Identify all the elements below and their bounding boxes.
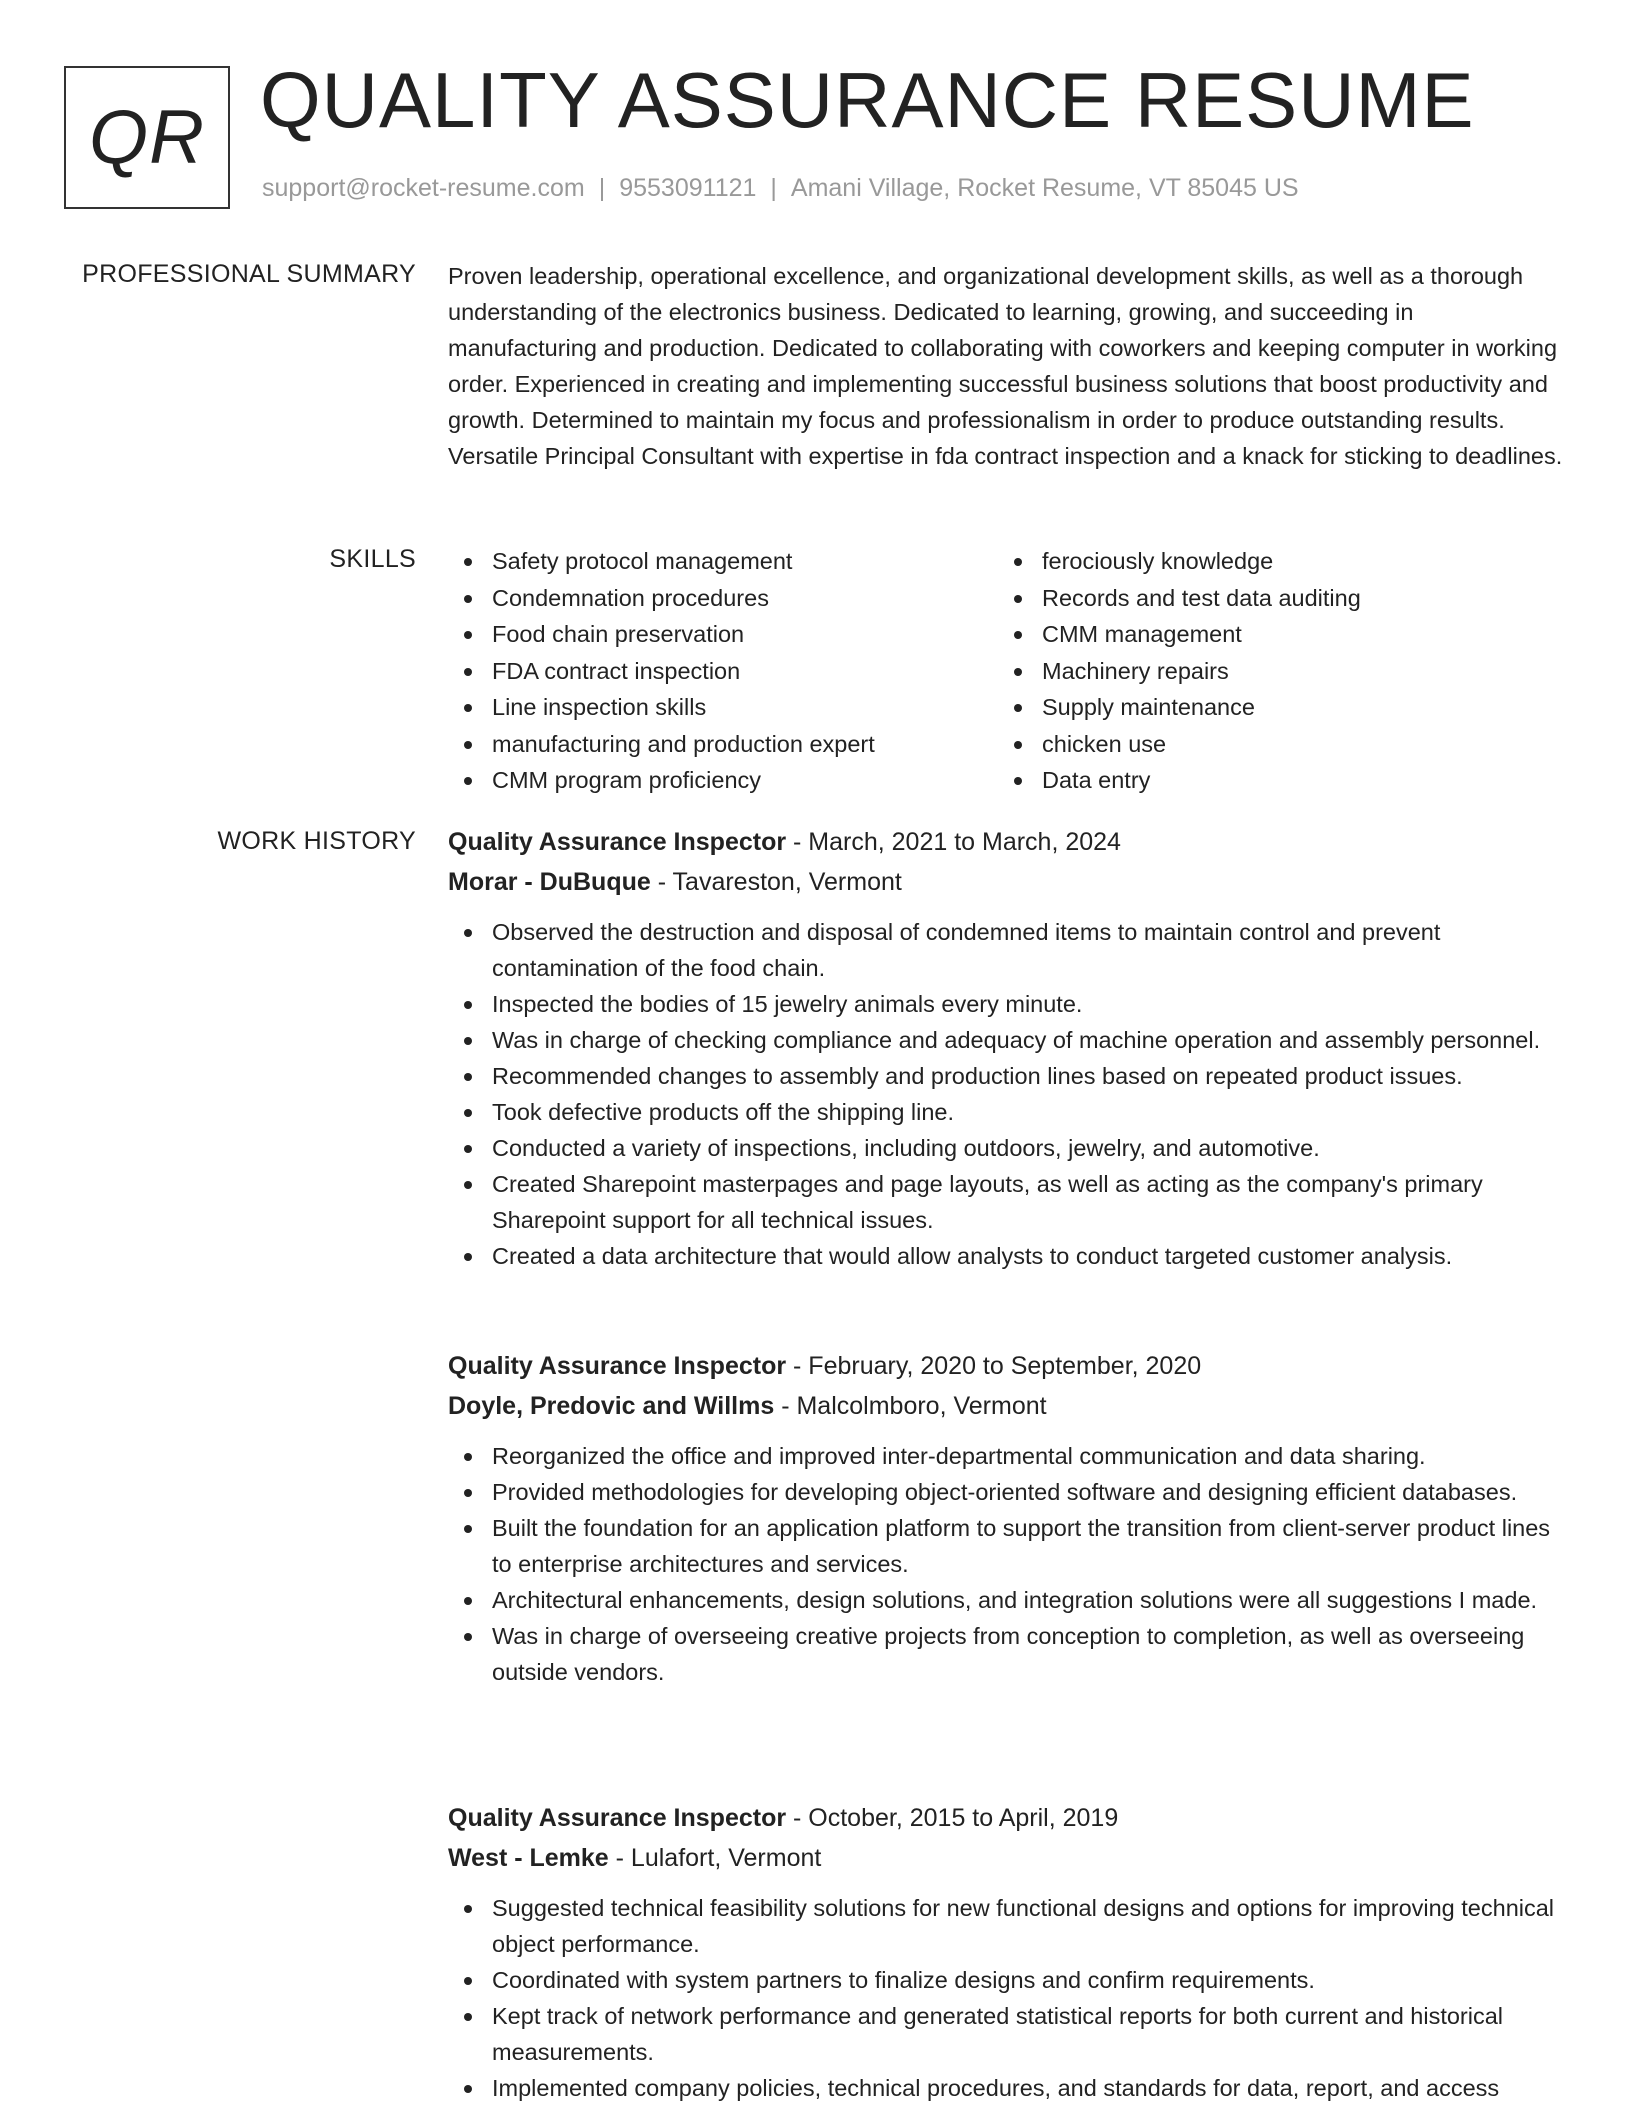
job-bullet: Recommended changes to assembly and production lines based on repeated product issues.: [448, 1058, 1566, 1094]
skill-item: FDA contract inspection: [448, 653, 998, 690]
section-label-skills: SKILLS: [329, 545, 416, 573]
skills-list-left: [448, 543, 998, 799]
job-entry: [448, 822, 1566, 1274]
job-location: - Tavareston, Vermont: [650, 868, 902, 896]
skill-item: Supply maintenance: [998, 689, 1548, 726]
skill-item: Condemnation procedures: [448, 580, 998, 617]
skills-section: [448, 543, 1566, 799]
monogram-box: [64, 66, 230, 209]
job-bullet: Was in charge of checking compliance and adequacy of machine operation and assembly personnel.: [448, 1022, 1566, 1058]
skill-item: Machinery repairs: [998, 653, 1548, 690]
skills-columns: [448, 543, 1566, 799]
skill-item: Records and test data auditing: [998, 580, 1548, 617]
job-company-line: [448, 1838, 1566, 1878]
job-title-line: [448, 1346, 1566, 1386]
job-entry: [448, 1346, 1566, 1690]
job-bullet: Built the foundation for an application platform to support the transition from client-server product lines to enterprise architectures and services.: [448, 1510, 1566, 1582]
job-bullet: Suggested technical feasibility solutions for new functional designs and options for improving technical object performance.: [448, 1890, 1566, 1962]
job-bullet-list: [448, 1890, 1566, 2106]
skill-item: ferociously knowledge: [998, 543, 1548, 580]
skill-item: Safety protocol management: [448, 543, 998, 580]
summary-section: [448, 258, 1566, 474]
job-title-line: [448, 822, 1566, 862]
job-title-line: [448, 1798, 1566, 1838]
skills-list-right: [998, 543, 1548, 799]
contact-address: Amani Village, Rocket Resume, VT 85045 US: [790, 174, 1299, 202]
job-bullet: Created Sharepoint masterpages and page layouts, as well as acting as the company's primary Sharepoint support for all technical issues.: [448, 1166, 1566, 1238]
job-company-line: [448, 862, 1566, 902]
job-bullet: Coordinated with system partners to finalize designs and confirm requirements.: [448, 1962, 1566, 1998]
job-title: Quality Assurance Inspector: [448, 1352, 787, 1380]
job-bullet: Was in charge of overseeing creative projects from conception to completion, as well as overseeing outside vendors.: [448, 1618, 1566, 1690]
job-company: Doyle, Predovic and Willms: [448, 1392, 775, 1420]
resume-title: QUALITY ASSURANCE RESUME: [260, 56, 1475, 144]
job-bullet: Took defective products off the shipping line.: [448, 1094, 1566, 1130]
job-dates: - February, 2020 to September, 2020: [786, 1352, 1202, 1380]
job-bullet: Provided methodologies for developing object-oriented software and designing efficient databases.: [448, 1474, 1566, 1510]
job-bullet-list: [448, 914, 1566, 1274]
skill-item: Food chain preservation: [448, 616, 998, 653]
job-bullet: Architectural enhancements, design solutions, and integration solutions were all suggestions I made.: [448, 1582, 1566, 1618]
skill-item: CMM program proficiency: [448, 762, 998, 799]
contact-separator: |: [770, 174, 777, 202]
job-bullet: Implemented company policies, technical procedures, and standards for data, report, and access: [448, 2070, 1566, 2106]
contact-email: support@rocket-resume.com: [262, 174, 585, 202]
job-title: Quality Assurance Inspector: [448, 1804, 787, 1832]
skill-item: Data entry: [998, 762, 1548, 799]
job-bullet: Conducted a variety of inspections, including outdoors, jewelry, and automotive.: [448, 1130, 1566, 1166]
skill-item: Line inspection skills: [448, 689, 998, 726]
job-location: - Malcolmboro, Vermont: [774, 1392, 1047, 1420]
contact-line: [262, 174, 1299, 203]
job-bullet: Observed the destruction and disposal of condemned items to maintain control and prevent contamination of the food chain.: [448, 914, 1566, 986]
job-entry: [448, 1798, 1566, 2106]
job-bullet: Reorganized the office and improved inter-departmental communication and data sharing.: [448, 1438, 1566, 1474]
job-location: - Lulafort, Vermont: [608, 1844, 822, 1872]
monogram-initials: QR: [89, 95, 205, 180]
contact-separator: |: [598, 174, 606, 202]
job-dates: - October, 2015 to April, 2019: [786, 1804, 1119, 1832]
job-company-line: [448, 1386, 1566, 1426]
job-bullet: Created a data architecture that would allow analysts to conduct targeted customer analysis.: [448, 1238, 1566, 1274]
skill-item: CMM management: [998, 616, 1548, 653]
skill-item: chicken use: [998, 726, 1548, 763]
job-dates: - March, 2021 to March, 2024: [786, 828, 1121, 856]
job-bullet: Inspected the bodies of 15 jewelry animals every minute.: [448, 986, 1566, 1022]
contact-phone: 9553091121: [619, 174, 757, 202]
job-bullet: Kept track of network performance and generated statistical reports for both current and historical measurements.: [448, 1998, 1566, 2070]
job-title: Quality Assurance Inspector: [448, 828, 787, 856]
section-label-summary: PROFESSIONAL SUMMARY: [82, 260, 416, 288]
skill-item: manufacturing and production expert: [448, 726, 998, 763]
job-bullet-list: [448, 1438, 1566, 1690]
section-label-work-history: WORK HISTORY: [217, 827, 416, 855]
summary-text: Proven leadership, operational excellence, and organizational development skills, as well as a thorough understanding of the electronics business. Dedicated to learning, growing, and succeeding in manufacturing and production. Dedicated to collaborating with coworkers and keeping computer in working order. Experienced in creating and implementing successful business solutions that boost productivity and growth. Determined to maintain my focus and professionalism in order to produce outstanding results. Versatile Principal Consultant with expertise in fda contract inspection and a knack for sticking to deadlines.: [448, 263, 1563, 469]
job-company: West - Lemke: [448, 1844, 609, 1872]
job-company: Morar - DuBuque: [448, 868, 651, 896]
